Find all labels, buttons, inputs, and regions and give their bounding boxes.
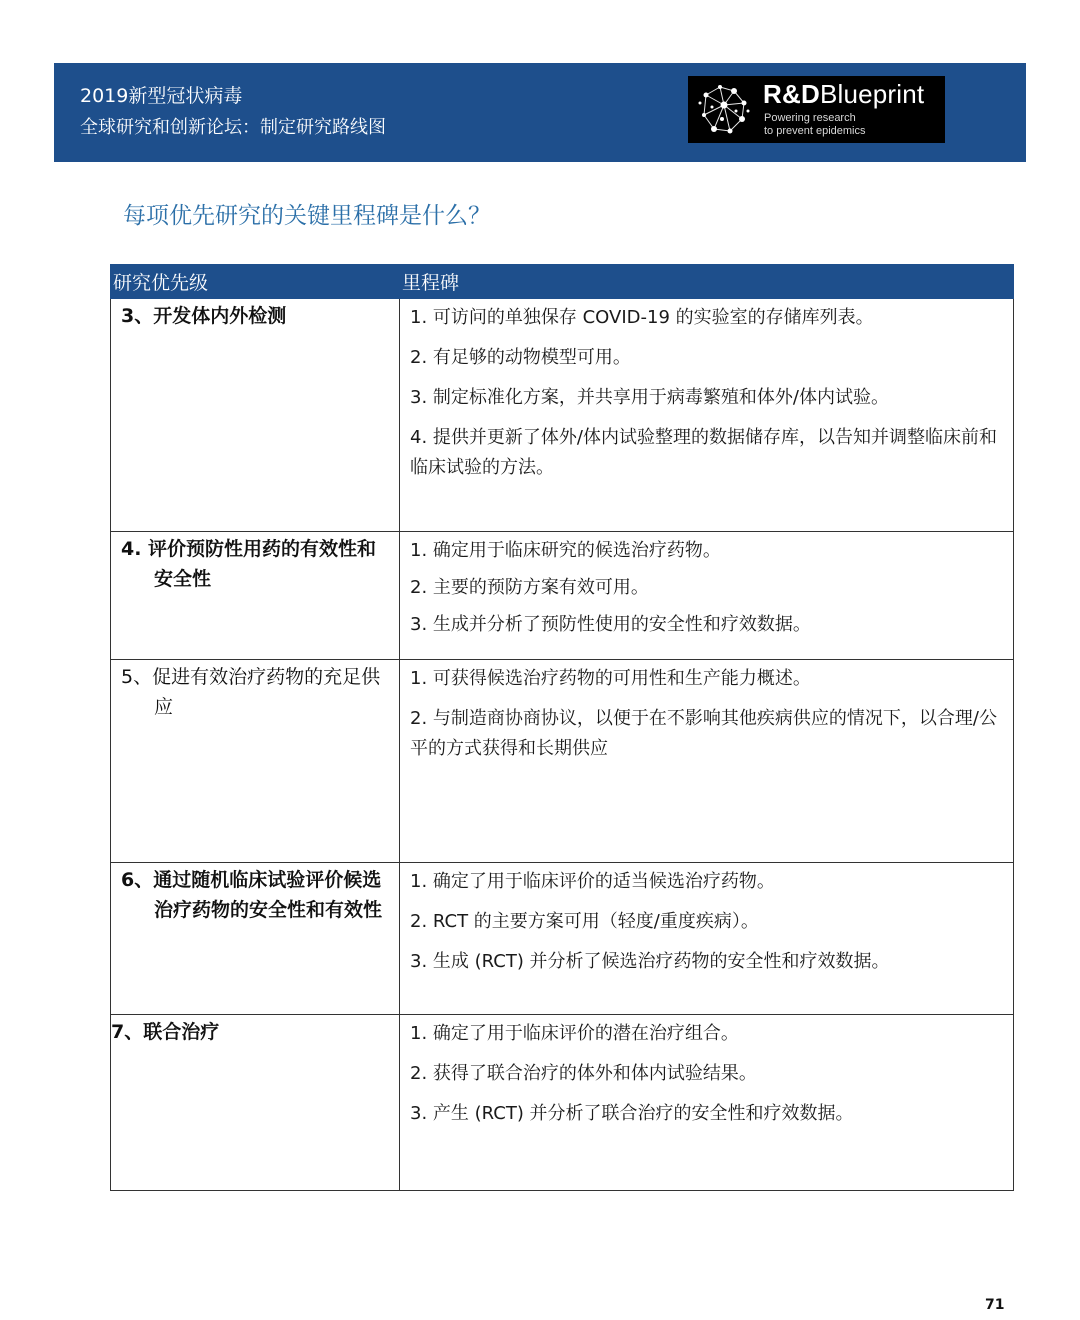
- milestone-item: 2. RCT 的主要方案可用（轻度/重度疾病）。: [410, 911, 759, 932]
- milestone-item: 2. 主要的预防方案有效可用。: [410, 577, 649, 598]
- column-header-milestone: 里程碑: [400, 265, 1014, 299]
- milestone-item: 1. 确定了用于临床评价的适当候选治疗药物。: [410, 871, 775, 892]
- priority-text: 7、联合治疗: [111, 1021, 220, 1043]
- document-title: [80, 81, 386, 143]
- milestone-item: 1. 可访问的单独保存 COVID-19 的实验室的存储库列表。: [410, 307, 874, 328]
- table-row: [111, 532, 1014, 660]
- logo-tagline: [764, 112, 866, 138]
- table-row: [111, 863, 1014, 1015]
- logo-tagline-line-1: Powering research: [764, 112, 856, 124]
- milestone-cell: [400, 863, 1014, 1015]
- network-globe-icon: [696, 81, 754, 139]
- milestone-item: 1. 确定用于临床研究的候选治疗药物。: [410, 540, 721, 561]
- logo-tagline-line-2: to prevent epidemics: [764, 125, 866, 137]
- milestone-item: 2. 与制造商协商协议，以便于在不影响其他疾病供应的情况下，以合理/公平的方式获得和长期供应: [410, 708, 997, 759]
- table-row: [111, 660, 1014, 863]
- title-line-2: 全球研究和创新论坛：制定研究路线图: [80, 117, 386, 138]
- milestone-item: 4. 提供并更新了体外/体内试验整理的数据储存库，以告知并调整临床前和临床试验的方法。: [410, 427, 997, 478]
- milestone-item: 3. 产生 (RCT) 并分析了联合治疗的安全性和疗效数据。: [410, 1103, 854, 1124]
- logo-wordmark: [763, 79, 924, 110]
- milestone-item: 3. 制定标准化方案，并共享用于病毒繁殖和体外/体内试验。: [410, 387, 889, 408]
- milestone-item: 2. 有足够的动物模型可用。: [410, 347, 631, 368]
- priority-cell: [111, 1015, 400, 1191]
- milestone-item: 3. 生成 (RCT) 并分析了候选治疗药物的安全性和疗效数据。: [410, 951, 890, 972]
- priority-cell: [111, 863, 400, 1015]
- table-row: [111, 1015, 1014, 1191]
- milestone-cell: [400, 532, 1014, 660]
- priority-text: 3、开发体内外检测: [121, 305, 287, 327]
- milestone-item: 2. 获得了联合治疗的体外和体内试验结果。: [410, 1063, 757, 1084]
- logo-wordmark-regular: Blueprint: [819, 79, 925, 109]
- header-banner: [54, 63, 1026, 162]
- table-row: [111, 299, 1014, 532]
- priority-cell: [111, 532, 400, 660]
- milestone-item: 3. 生成并分析了预防性使用的安全性和疗效数据。: [410, 614, 811, 635]
- logo-wordmark-bold: R&D: [763, 79, 820, 109]
- milestones-table: [110, 264, 1014, 1191]
- table-header-row: [111, 265, 1014, 299]
- milestone-cell: [400, 299, 1014, 532]
- priority-text: 4. 评价预防性用药的有效性和安全性: [121, 538, 377, 590]
- milestone-item: 1. 确定了用于临床评价的潜在治疗组合。: [410, 1023, 739, 1044]
- column-header-priority: 研究优先级: [111, 265, 400, 299]
- section-question: 每项优先研究的关键里程碑是什么？: [123, 203, 491, 229]
- milestone-cell: [400, 1015, 1014, 1191]
- page-number: 71: [985, 1297, 1005, 1313]
- milestone-cell: [400, 660, 1014, 863]
- priority-text: 6、通过随机临床试验评价候选治疗药物的安全性和有效性: [121, 869, 383, 921]
- priority-text: 5、促进有效治疗药物的充足供应: [121, 666, 381, 718]
- title-line-1: 2019新型冠状病毒: [80, 85, 243, 107]
- milestone-item: 1. 可获得候选治疗药物的可用性和生产能力概述。: [410, 668, 811, 689]
- rd-blueprint-logo: [688, 76, 945, 143]
- priority-cell: [111, 299, 400, 532]
- priority-cell: [111, 660, 400, 863]
